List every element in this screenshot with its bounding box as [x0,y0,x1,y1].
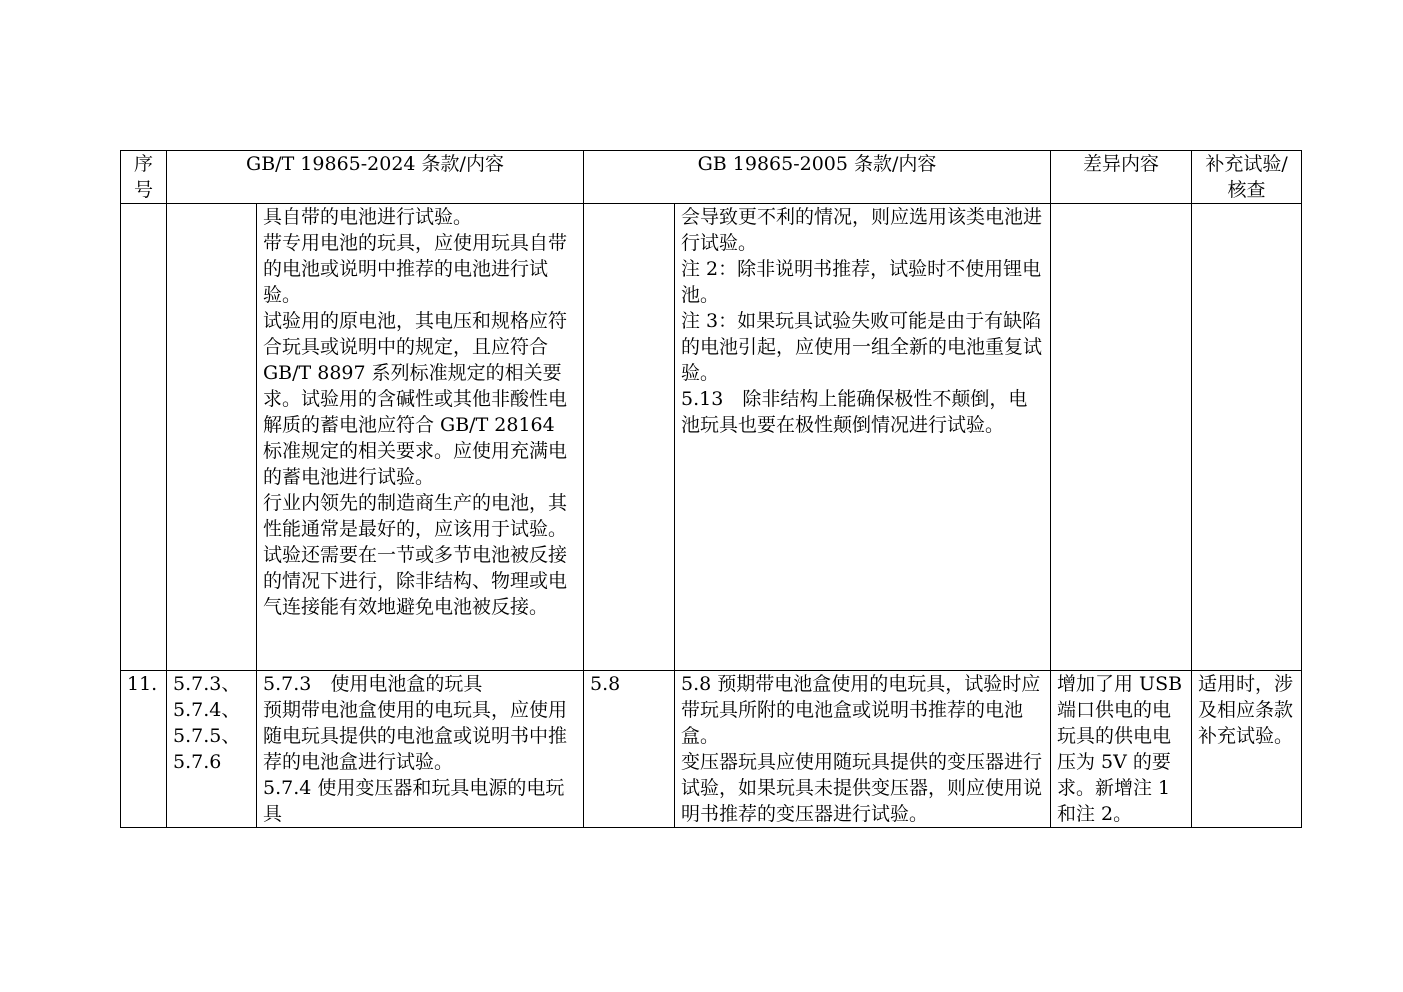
comparison-table [120,150,1302,828]
header-diff: 差异内容 [1051,151,1192,204]
paragraph: 带专用电池的玩具，应使用玩具自带的电池或说明中推荐的电池进行试验。 [263,232,568,306]
supplement-cell [1192,204,1302,671]
diff-cell [1051,204,1192,671]
header-supplement: 补充试验/核查 [1192,151,1302,204]
clause-number: 5.7.4、 [173,699,241,721]
header-row [121,151,1302,204]
old-clause-no-cell: 5.8 [584,671,675,828]
paragraph: 试验用的原电池，其电压和规格应符合玩具或说明中的规定，且应符合 GB/T 8897 系列标准规定的相关要求。试验用的含碱性或其他非酸性电解质的蓄电池应符合 GB/T 28164 标准规定的相关要求。应使用充满电的蓄电池进行试验。 [263,310,568,488]
clause-number: 5.7.5、 [173,725,241,747]
paragraph: 行业内领先的制造商生产的电池，其性能通常是最好的，应该用于试验。 [263,492,568,540]
new-content-cell [257,671,584,828]
clause-number: 5.7.6 [173,751,222,773]
paragraph: 会导致更不利的情况，则应选用该类电池进行试验。 [681,206,1043,254]
header-seq: 序号 [121,151,167,204]
new-clause-no-cell [167,671,257,828]
old-content-cell [675,204,1051,671]
new-clause-no-cell [167,204,257,671]
paragraph: 注 2：除非说明书推荐，试验时不使用锂电池。 [681,258,1042,306]
paragraph: 注 3：如果玩具试验失败可能是由于有缺陷的电池引起，应使用一组全新的电池重复试验。 [681,310,1043,384]
paragraph: 5.8 预期带电池盒使用的电玩具，试验时应带玩具所附的电池盒或说明书推荐的电池盒。 [681,673,1041,747]
paragraph: 5.13 除非结构上能确保极性不颠倒，电池玩具也要在极性颠倒情况进行试验。 [681,388,1028,436]
diff-cell: 增加了用 USB 端口供电的电玩具的供电电压为 5V 的要求。新增注 1 和注 2。 [1051,671,1192,828]
header-new-clause: GB/T 19865-2024 条款/内容 [167,151,584,204]
old-clause-no-cell [584,204,675,671]
seq-cell: 11. [121,671,167,828]
paragraph: 5.7.4 使用变压器和玩具电源的电玩具 [263,777,565,825]
paragraph: 5.7.3 使用电池盒的玩具 [263,673,483,695]
paragraph: 试验还需要在一节或多节电池被反接的情况下进行，除非结构、物理或电气连接能有效地避免电池被反接。 [263,544,568,618]
header-old-clause: GB 19865-2005 条款/内容 [584,151,1051,204]
new-content-cell [257,204,584,671]
paragraph: 变压器玩具应使用随玩具提供的变压器进行试验，如果玩具未提供变压器，则应使用说明书推荐的变压器进行试验。 [681,751,1043,825]
table-row [121,204,1302,671]
clause-number: 5.7.3、 [173,673,241,695]
table-row [121,671,1302,828]
seq-cell [121,204,167,671]
old-content-cell [675,671,1051,828]
paragraph: 预期带电池盒使用的电玩具，应使用随电玩具提供的电池盒或说明书中推荐的电池盒进行试验。 [263,699,568,773]
paragraph: 具自带的电池进行试验。 [263,206,473,228]
supplement-cell: 适用时，涉及相应条款补充试验。 [1192,671,1302,828]
